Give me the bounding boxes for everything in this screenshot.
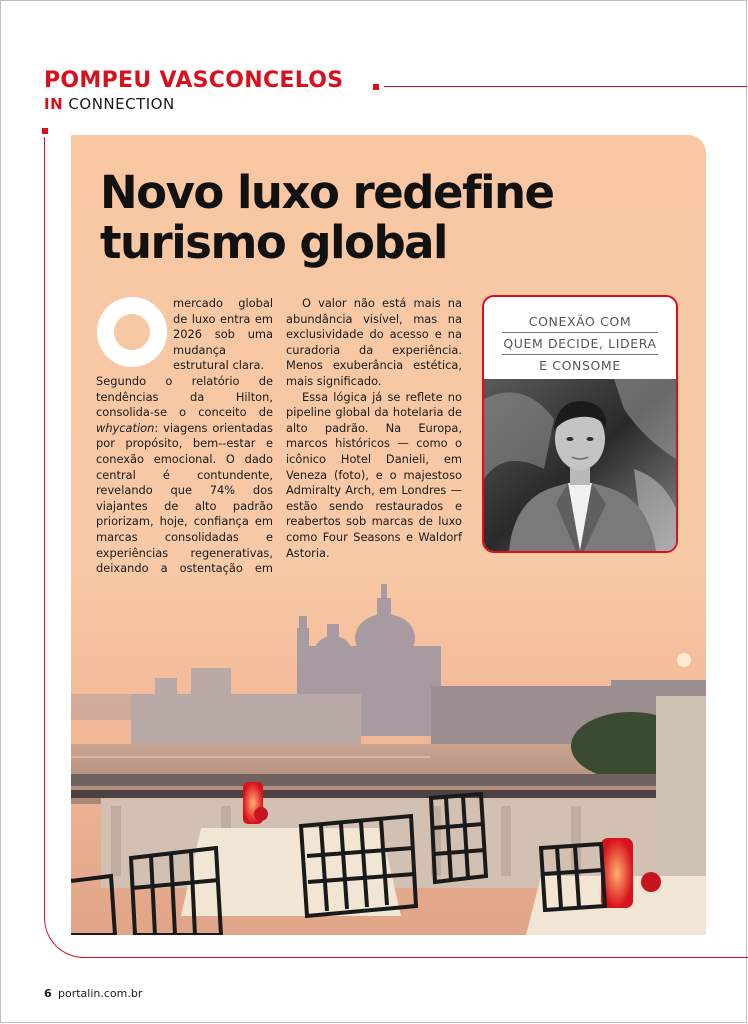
column-1-lead: mercado global de luxo entra em 2026 sob uma mudança estrutural clara. [173, 296, 273, 373]
tagline-line-2: QUEM DECIDE, LIDERA [503, 336, 657, 351]
frame-square-marker [42, 128, 48, 134]
headline [100, 168, 660, 268]
column-2-paragraph-2: Essa lógica já se reflete no pipeline global da hotelaria de alto padrão. Na Europa, marcos históricos — como o icônico Hotel Danieli, em Veneza (foto), e o majestoso Admiralty Arch, em Londres — estão sendo restaurados e reabertos sob marcas de luxo como Four Seasons e Waldorf Astoria. [286, 389, 462, 560]
headline-line-2: turismo global [100, 216, 447, 269]
frame-bottom-rule [82, 957, 748, 958]
column-1-body: Segundo o relatório de tendências da Hilton, consolida-se o conceito de whycation: viagens orientadas por propósito, bem--estar e conexão emocional. O dado central é contundente, revelando que 74% dos viajantes de alto padrão priorizam, hoje, confiança em marcas consolidadas e experiências regenerativas, deixando a ostentação em [96, 374, 273, 576]
site-url[interactable]: portalin.com.br [58, 987, 143, 1000]
columnist-portrait-photo [484, 379, 676, 551]
venice-terrace-photo [71, 576, 706, 935]
columnist-box [482, 295, 678, 553]
section-label [44, 95, 175, 113]
frame-vertical-rule [44, 137, 45, 919]
column-2-paragraph-1: O valor não está mais na abundância visível, mas na exclusividade do acesso e na curadoria da experiência. Menos exuberância estética, mais significado. [286, 296, 462, 388]
section-rest: CONNECTION [63, 95, 175, 113]
tagline-line-3: E CONSOME [539, 358, 621, 373]
column-2 [286, 296, 462, 561]
whycation-term: whycation [96, 420, 155, 435]
header-rule [384, 86, 747, 87]
headline-line-1: Novo luxo redefine [100, 166, 554, 219]
columnist-name: POMPEU VASCONCELOS [44, 68, 344, 93]
drop-cap [97, 297, 167, 367]
header-square-marker [373, 84, 379, 90]
tagline-line-1: CONEXÃO COM [528, 314, 632, 329]
section-prefix: IN [44, 95, 64, 113]
columnist-tagline [484, 311, 676, 376]
page-number: 6 [44, 987, 52, 1000]
